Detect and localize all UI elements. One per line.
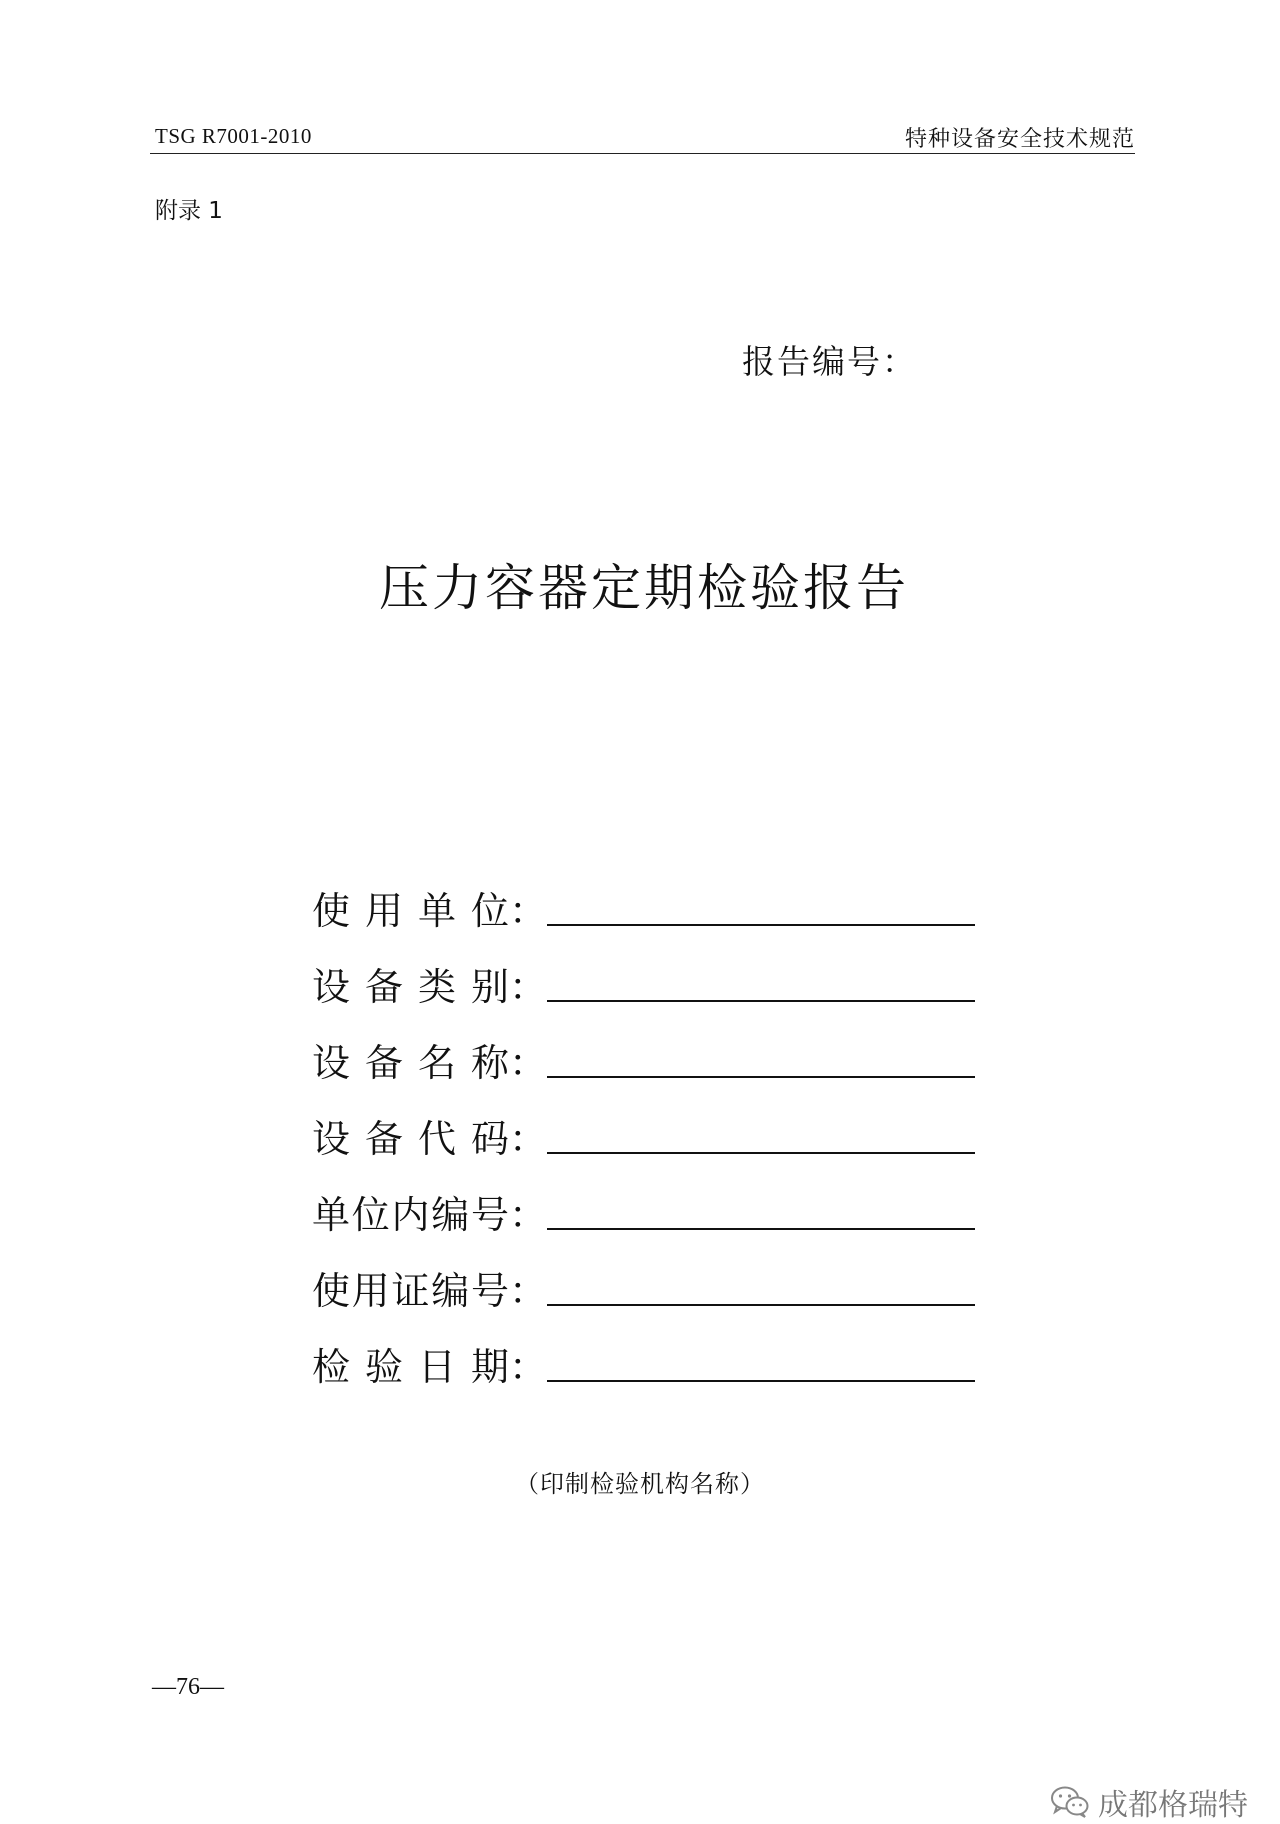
field-label — [312, 1032, 509, 1087]
standard-category: 特种设备安全技术规范 — [904, 127, 1135, 152]
field-blank-line[interactable] — [547, 1152, 975, 1154]
field-label-char: 用 — [364, 889, 403, 933]
document-title: 压力容器定期检验报告 — [379, 559, 909, 617]
field-colon: ： — [509, 1117, 548, 1161]
field-label-char: 别 — [470, 965, 509, 1009]
field-colon: ： — [509, 1345, 548, 1389]
page-number: —76— — [152, 1674, 224, 1700]
field-blank-line[interactable] — [547, 1380, 975, 1382]
field-label-char: 期 — [470, 1345, 509, 1389]
field-label — [312, 1184, 509, 1239]
appendix-label: 附录 1 — [155, 198, 223, 224]
watermark-text: 成都格瑞特 — [1098, 1788, 1248, 1823]
wechat-icon — [1050, 1785, 1090, 1819]
field-label-char: 设 — [312, 965, 351, 1009]
field-colon: ： — [509, 1269, 548, 1313]
field-label-char: 称 — [470, 1041, 509, 1085]
field-label-char: 代 — [417, 1117, 456, 1161]
field-label-char: 备 — [364, 1041, 403, 1085]
field-blank-line[interactable] — [547, 1000, 975, 1002]
field-label-char: 证 — [391, 1269, 430, 1313]
field-label-char: 检 — [312, 1345, 351, 1389]
field-label — [312, 956, 509, 1011]
field-blank-line[interactable] — [547, 924, 975, 926]
field-label-char: 编 — [431, 1269, 470, 1313]
field-label — [312, 1336, 509, 1391]
header-divider — [150, 153, 1135, 154]
field-label-char: 编 — [431, 1193, 470, 1237]
field-label-char: 号 — [470, 1269, 509, 1313]
field-label — [312, 1108, 509, 1163]
field-colon: ： — [509, 965, 548, 1009]
field-label — [312, 880, 509, 935]
field-label-char: 码 — [470, 1117, 509, 1161]
field-blank-line[interactable] — [547, 1228, 975, 1230]
field-label-char: 单 — [312, 1193, 351, 1237]
field-label-char: 设 — [312, 1041, 351, 1085]
field-label-char: 使 — [312, 1269, 351, 1313]
field-label-char: 备 — [364, 965, 403, 1009]
field-label-char: 名 — [417, 1041, 456, 1085]
field-label-char: 验 — [364, 1345, 403, 1389]
watermark — [1050, 1780, 1248, 1824]
report-number-label: 报告编号： — [742, 342, 917, 381]
field-colon: ： — [509, 1193, 548, 1237]
field-blank-line[interactable] — [547, 1076, 975, 1078]
field-label-char: 设 — [312, 1117, 351, 1161]
field-label-char: 位 — [351, 1193, 390, 1237]
standard-code: TSG R7001-2010 — [155, 124, 312, 148]
field-label-char: 位 — [470, 889, 509, 933]
field-colon: ： — [509, 889, 548, 933]
field-colon: ： — [509, 1041, 548, 1085]
field-blank-line[interactable] — [547, 1304, 975, 1306]
field-label-char: 使 — [312, 889, 351, 933]
field-label-char: 备 — [364, 1117, 403, 1161]
printed-org-note: （印制检验机构名称） — [515, 1470, 765, 1498]
field-label-char: 内 — [391, 1193, 430, 1237]
field-label-char: 日 — [417, 1345, 456, 1389]
field-label — [312, 1260, 509, 1315]
field-label-char: 号 — [470, 1193, 509, 1237]
field-label-char: 类 — [417, 965, 456, 1009]
field-label-char: 单 — [417, 889, 456, 933]
field-label-char: 用 — [351, 1269, 390, 1313]
